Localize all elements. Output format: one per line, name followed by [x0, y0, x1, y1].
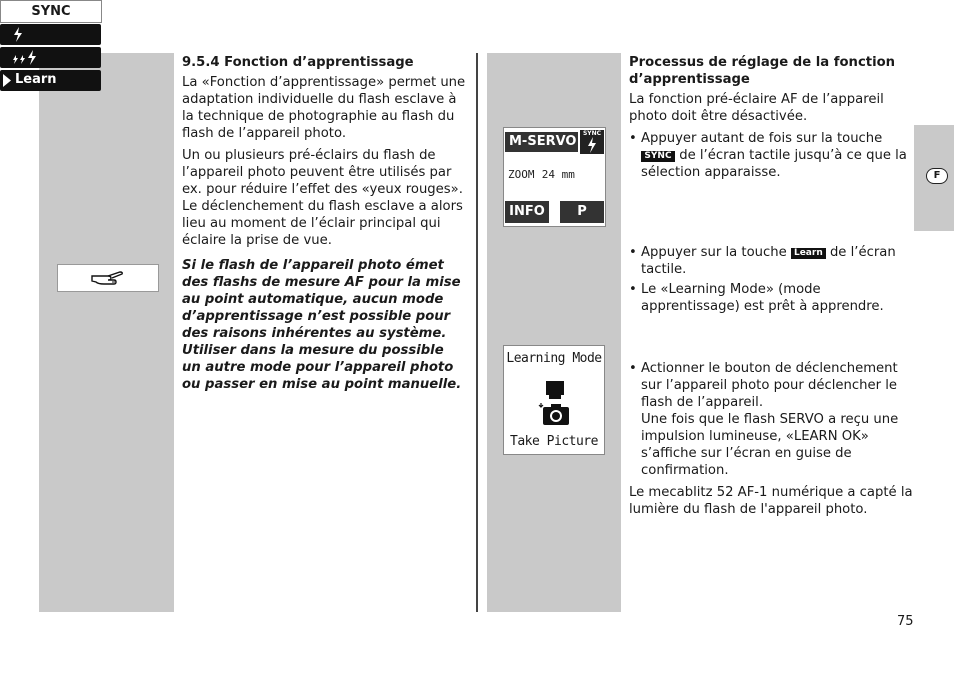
bullet-item [629, 360, 919, 479]
zoom-readout [508, 167, 575, 181]
bullet-item: • Le «Learning Mode» (mode apprentissage) est prêt à apprendre. [629, 281, 919, 315]
language-badge: F [926, 168, 948, 184]
bullet-text: Appuyer sur la touche [641, 245, 787, 260]
learning-mode-title: Learning Mode [506, 351, 602, 366]
sync-tag: SYNC [582, 130, 602, 137]
bullet-text: de l’écran tactile. [641, 245, 896, 277]
note-text: Si le flash de l’appareil photo émet des flashs de mesure AF pour la mise au point automatique, aucun mode d’apprentissage n’est possible pour des raisons inhérentes au système. Utiliser dans la mesure du possible un autre mode pour l’appareil photo ou passer en mise au point manuelle. [182, 258, 462, 392]
display-learning-screen [503, 345, 605, 455]
zoom-label: ZOOM [508, 168, 535, 181]
left-sidebar [39, 53, 174, 612]
sync-header: SYNC [0, 0, 102, 23]
paragraph: La «Fonction d’apprentissage» permet une adaptation individuelle du flash esclave à la technique de photographie au flash du flash de l’appareil photo. [182, 75, 466, 141]
column-divider [476, 53, 478, 612]
sync-key-chip: SYNC [641, 151, 675, 162]
bullet-text: Appuyer autant de fois sur la touche [641, 131, 883, 146]
bullet-text: Une fois que le flash SERVO a reçu une impulsion lumineuse, «LEARN OK» s’affiche sur l’écran en guise de confirmation. [641, 412, 899, 478]
bullet-item [629, 130, 919, 181]
learn-key-chip: Learn [791, 248, 826, 259]
sync-flash-button[interactable] [580, 130, 604, 154]
bullet-text: de l’écran tactile jusqu’à ce que la sélection apparaisse. [641, 148, 907, 180]
mode-label: M-SERVO [505, 132, 578, 152]
bullet-text: Actionner le bouton de déclenchement sur l’appareil photo pour déclencher le flash de l’appareil. [641, 361, 898, 410]
paragraph: Un ou plusieurs pré-éclairs du flash de l’appareil photo peuvent être utilisés par ex. pour réduire l’effet des «yeux rouges». Le déclenchement du flash esclave a alors lieu au moment de l’éclair principal qui éclaire la prise de vue. [182, 148, 463, 248]
multi-lightning-icon [12, 50, 38, 65]
pointing-hand-icon [90, 268, 126, 288]
right-text-column [629, 54, 919, 523]
selection-arrow-icon [3, 74, 11, 87]
display-servo-screen [503, 127, 606, 227]
zoom-value: 24 mm [541, 168, 575, 181]
camera-flash-icon [537, 379, 573, 427]
bullet-item [629, 244, 919, 278]
learn-label: Learn [15, 72, 57, 87]
lightning-icon [587, 137, 597, 153]
section-heading: 9.5.4 Fonction d’apprentissage [182, 55, 414, 70]
spacer [629, 184, 919, 244]
lightning-icon [13, 27, 23, 42]
page-number: 75 [897, 614, 914, 629]
paragraph: Le mecablitz 52 AF-1 numérique a capté la lumière du flash de l'appareil photo. [629, 485, 913, 517]
left-text-column [182, 54, 466, 398]
take-picture-prompt: Take Picture [510, 434, 598, 449]
sync-option-learn[interactable] [0, 70, 101, 91]
info-button[interactable]: INFO [505, 201, 549, 223]
section-heading: Processus de réglage de la fonction d’apprentissage [629, 55, 896, 87]
spacer [629, 318, 919, 360]
note-marker [57, 264, 159, 292]
sync-option-multi[interactable] [0, 47, 101, 68]
p-button[interactable]: P [560, 201, 604, 223]
display-sync-screen [0, 0, 101, 92]
paragraph: La fonction pré-éclaire AF de l’appareil photo doit être désactivée. [629, 92, 884, 124]
sync-option-normal[interactable] [0, 24, 101, 45]
